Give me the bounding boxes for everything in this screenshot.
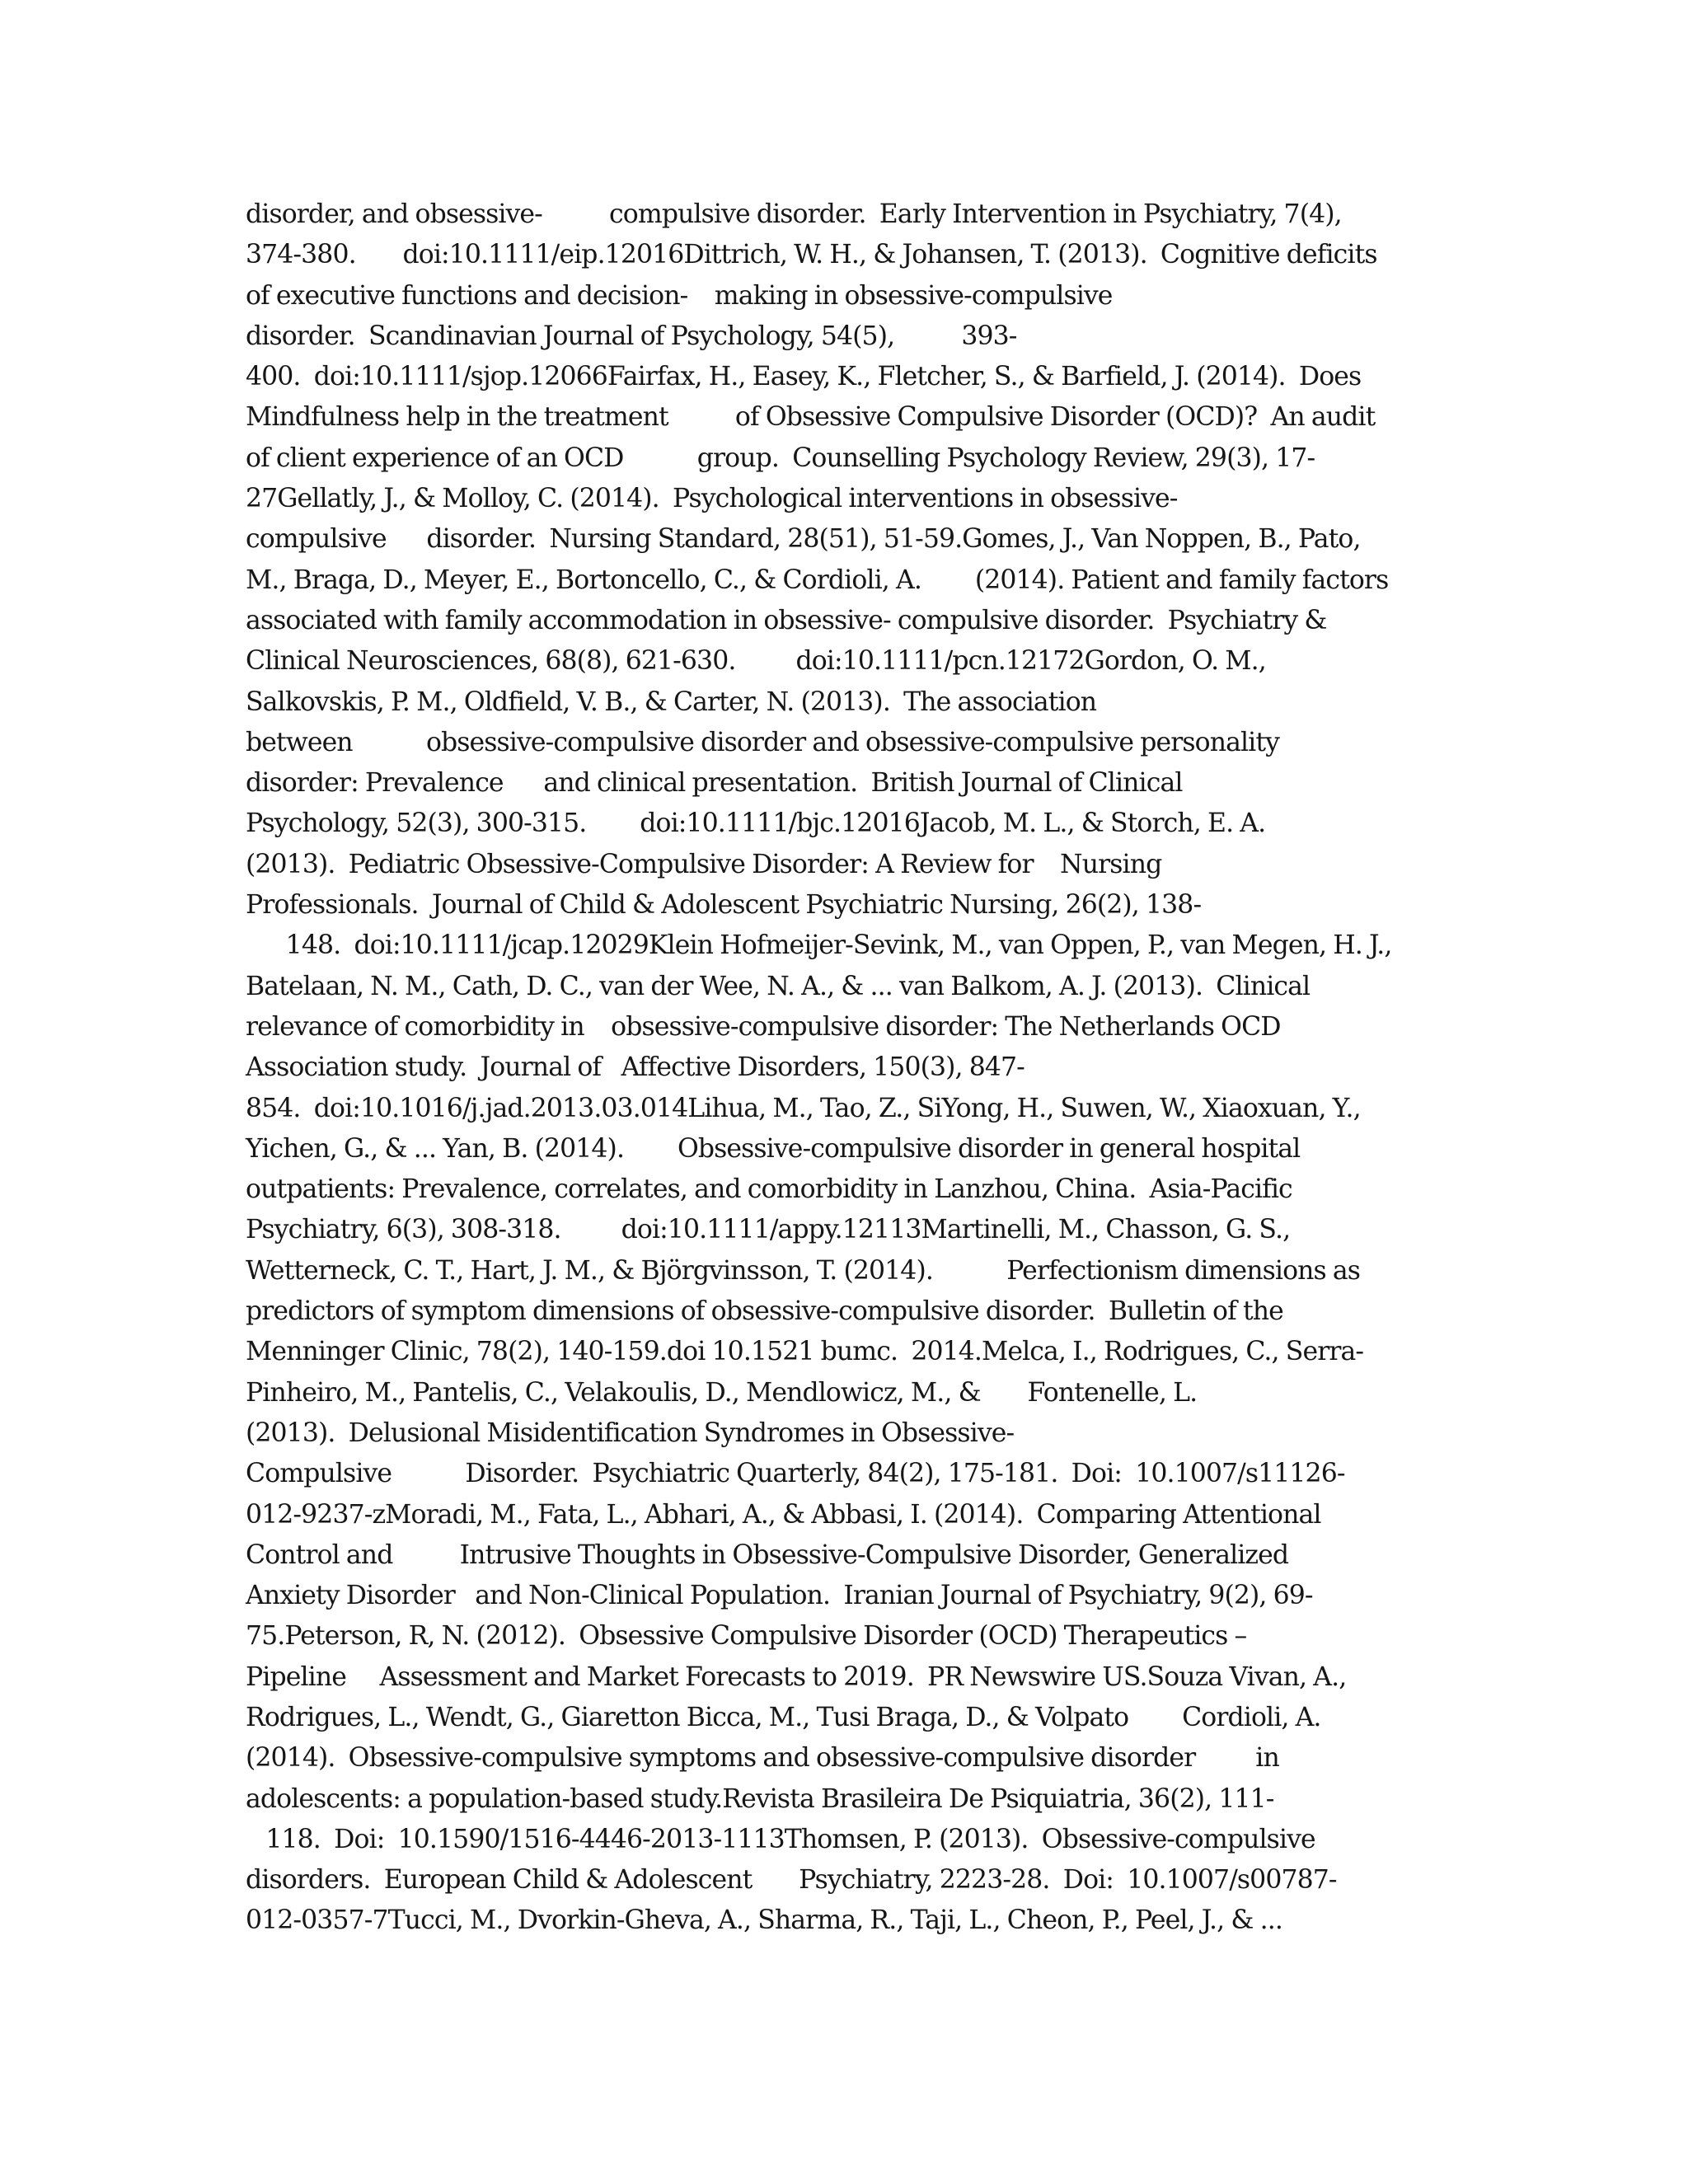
reference-line: adolescents: a population-based study.Revista Brasileira De Psiquiatria, 36(2), 111-: [246, 1783, 1274, 1814]
reference-line: Pinheiro, M., Pantelis, C., Velakoulis, D., Mendlowicz, M., & Fontenelle, L.: [246, 1377, 1198, 1408]
reference-line: of executive functions and decision- making in obsessive-compulsive: [246, 280, 1113, 311]
reference-list: [246, 194, 1449, 1942]
reference-line: of client experience of an OCD group. Counselling Psychology Review, 29(3), 17-: [246, 443, 1315, 473]
reference-line: disorders. European Child & Adolescent Psychiatry, 2223-28. Doi: 10.1007/s00787-: [246, 1865, 1337, 1896]
reference-line: M., Braga, D., Meyer, E., Bortoncello, C., & Cordioli, A. (2014). Patient and family factors: [246, 565, 1389, 595]
reference-line: 118. Doi: 10.1590/1516-4446-2013-1113Thomsen, P. (2013). Obsessive-compulsive: [246, 1824, 1315, 1854]
reference-line: (2013). Delusional Misidentification Syndromes in Obsessive-: [246, 1418, 1015, 1448]
reference-line: Yichen, G., & ... Yan, B. (2014). Obsessive-compulsive disorder in general hospital: [246, 1133, 1301, 1164]
reference-line: 374-380. doi:10.1111/eip.12016Dittrich, W. H., & Johansen, T. (2013). Cognitive deficits: [246, 240, 1377, 270]
reference-line: Pipeline Assessment and Market Forecasts to 2019. PR Newswire US.Souza Vivan, A.,: [246, 1661, 1347, 1692]
reference-line: Control and Intrusive Thoughts in Obsessive-Compulsive Disorder, Generalized: [246, 1540, 1289, 1570]
reference-line: disorder, and obsessive- compulsive disorder. Early Intervention in Psychiatry, 7(4),: [246, 199, 1342, 229]
reference-line: between obsessive-compulsive disorder and obsessive-compulsive personality: [246, 727, 1279, 757]
reference-line: Clinical Neurosciences, 68(8), 621-630. doi:10.1111/pcn.12172Gordon, O. M.,: [246, 646, 1266, 677]
reference-line: Batelaan, N. M., Cath, D. C., van der Wee, N. A., & ... van Balkom, A. J. (2013). Clinical: [246, 971, 1311, 1001]
reference-line: 148. doi:10.1111/jcap.12029Klein Hofmeijer-Sevink, M., van Oppen, P., van Megen, H. J.,: [246, 930, 1392, 961]
reference-line: outpatients: Prevalence, correlates, and comorbidity in Lanzhou, China. Asia-Pacific: [246, 1174, 1292, 1205]
reference-line: predictors of symptom dimensions of obsessive-compulsive disorder. Bulletin of the: [246, 1296, 1283, 1327]
reference-line: 012-9237-zMoradi, M., Fata, L., Abhari, A., & Abbasi, I. (2014). Comparing Attentional: [246, 1499, 1321, 1530]
reference-line: Anxiety Disorder and Non-Clinical Population. Iranian Journal of Psychiatry, 9(2), 69-: [246, 1581, 1313, 1611]
reference-line: 854. doi:10.1016/j.jad.2013.03.014Lihua, M., Tao, Z., SiYong, H., Suwen, W., Xiaoxuan, Y.,: [246, 1093, 1361, 1123]
reference-line: Compulsive Disorder. Psychiatric Quarterly, 84(2), 175-181. Doi: 10.1007/s11126-: [246, 1459, 1345, 1489]
reference-line: Salkovskis, P. M., Oldfield, V. B., & Carter, N. (2013). The association: [246, 687, 1097, 717]
reference-line: Psychology, 52(3), 300-315. doi:10.1111/bjc.12016Jacob, M. L., & Storch, E. A.: [246, 808, 1266, 839]
reference-line: (2013). Pediatric Obsessive-Compulsive Disorder: A Review for Nursing: [246, 849, 1162, 879]
reference-line: Psychiatry, 6(3), 308-318. doi:10.1111/appy.12113Martinelli, M., Chasson, G. S.,: [246, 1215, 1291, 1245]
reference-line: relevance of comorbidity in obsessive-compulsive disorder: The Netherlands OCD: [246, 1011, 1281, 1042]
reference-line: disorder: Prevalence and clinical presentation. British Journal of Clinical: [246, 768, 1183, 799]
reference-line: associated with family accommodation in obsessive- compulsive disorder. Psychiatry &: [246, 605, 1327, 635]
reference-line: Rodrigues, L., Wendt, G., Giaretton Bicca, M., Tusi Braga, D., & Volpato Cordioli, A.: [246, 1702, 1321, 1732]
reference-line: 400. doi:10.1111/sjop.12066Fairfax, H., Easey, K., Fletcher, S., & Barfield, J. (2014). Does: [246, 362, 1362, 392]
reference-line: (2014). Obsessive-compulsive symptoms and obsessive-compulsive disorder in: [246, 1743, 1279, 1774]
reference-line: 012-0357-7Tucci, M., Dvorkin-Gheva, A., Sharma, R., Taji, L., Cheon, P., Peel, J., & ...: [246, 1905, 1282, 1936]
reference-line: 27Gellatly, J., & Molloy, C. (2014). Psychological interventions in obsessive-: [246, 484, 1178, 514]
reference-line: Mindfulness help in the treatment of Obsessive Compulsive Disorder (OCD)? An audit: [246, 402, 1376, 433]
reference-line: disorder. Scandinavian Journal of Psychology, 54(5), 393-: [246, 321, 1017, 351]
reference-line: Association study. Journal of Affective Disorders, 150(3), 847-: [246, 1052, 1025, 1083]
reference-line: Wetterneck, C. T., Hart, J. M., & Björgvinsson, T. (2014). Perfectionism dimensions as: [246, 1255, 1361, 1286]
reference-line: compulsive disorder. Nursing Standard, 28(51), 51-59.Gomes, J., Van Noppen, B., Pato,: [246, 524, 1361, 555]
reference-line: 75.Peterson, R, N. (2012). Obsessive Compulsive Disorder (OCD) Therapeutics –: [246, 1621, 1247, 1652]
reference-line: Professionals. Journal of Child & Adolescent Psychiatric Nursing, 26(2), 138-: [246, 890, 1202, 921]
reference-line: Menninger Clinic, 78(2), 140-159.doi 10.1521 bumc. 2014.Melca, I., Rodrigues, C., Serra-: [246, 1337, 1364, 1367]
